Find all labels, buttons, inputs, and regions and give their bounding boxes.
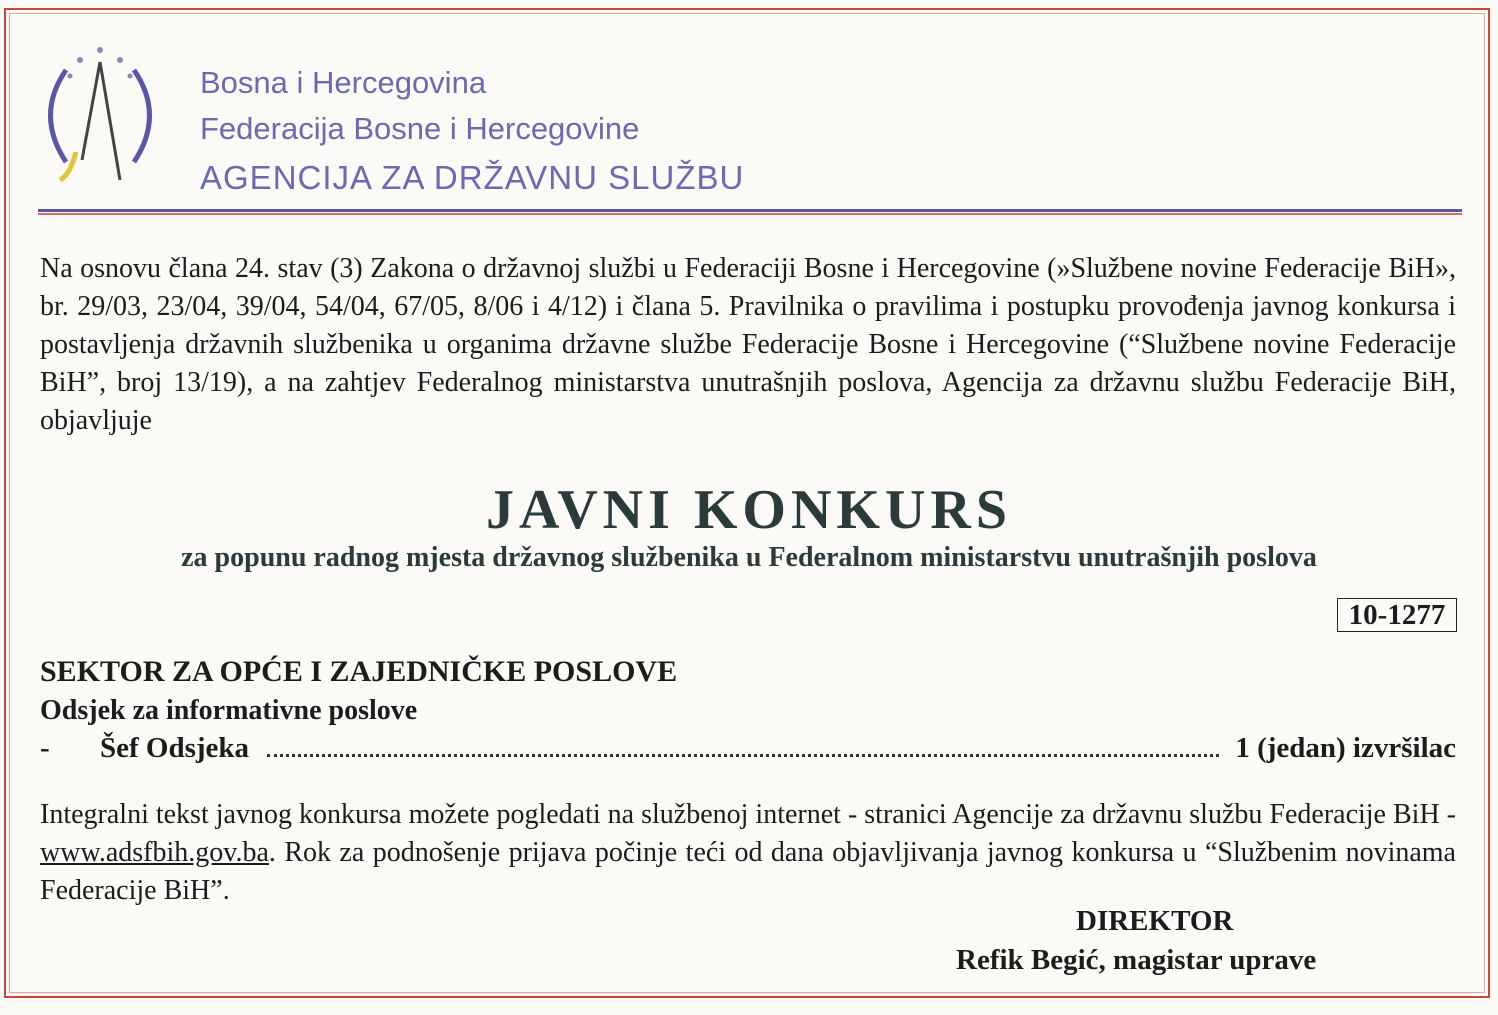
header-federation: Federacija Bosne i Hercegovine: [200, 111, 640, 146]
position-title: Šef Odsjeka: [100, 732, 250, 764]
sector-heading: SEKTOR ZA OPĆE I ZAJEDNIČKE POSLOVE: [40, 655, 678, 688]
header-rule-red: [38, 213, 1462, 215]
dot-leader: [267, 734, 1219, 757]
document-subtitle: za popunu radnog mjesta državnog službenika u Federalnom ministarstvu unutrašnjih poslova: [181, 542, 1317, 573]
position-dash: -: [40, 732, 50, 764]
document-title: JAVNI KONKURS: [485, 479, 1013, 541]
adsfbih-logo-icon: [30, 40, 170, 190]
department-heading: Odsjek za informativne poslove: [40, 695, 418, 726]
position-count: 1 (jedan) izvršilac: [1235, 732, 1456, 764]
info-paragraph: [40, 796, 1456, 910]
agency-header: [200, 60, 744, 204]
website-link[interactable]: www.adsfbih.gov.ba: [40, 837, 269, 868]
header-agency: AGENCIJA ZA DRŽAVNU SLUŽBU: [200, 159, 745, 196]
info-text-before: Integralni tekst javnog konkursa možete pogledati na službenoj internet - stranici Agencije za državnu službu Federacije BiH -: [40, 799, 1456, 830]
director-title: DIREKTOR: [1076, 905, 1234, 937]
intro-paragraph: Na osnovu člana 24. stav (3) Zakona o državnoj službi u Federaciji Bosne i Hercegovine (»Službene novine Federacije BiH», br. 29/03, 23/04, 39/04, 54/04, 67/05, 8/06 i 4/12) i člana 5. Pravilnika o pravilima i postupku provođenja javnog konkursa i postavljenja državnih službenika u organima državne službe Federacije Bosne i Hercegovine (“Službene novine Federacije BiH”, broj 13/19), a na zahtjev Federalnog ministarstva unutrašnjih poslova, Agencija za državnu službu Federacije BiH, objavljuje: [40, 253, 1456, 436]
ad-code-box: 10-1277: [1337, 598, 1457, 632]
info-text-after: . Rok za podnošenje prijava počinje teći od dana objavljivanja javnog konkursa u “Službenim novinama Federacije BiH”.: [40, 837, 1456, 906]
header-rule-blue: [38, 209, 1462, 212]
header-country: Bosna i Hercegovina: [200, 65, 487, 100]
position-row: [40, 732, 1456, 765]
director-name: Refik Begić, magistar uprave: [956, 944, 1317, 976]
